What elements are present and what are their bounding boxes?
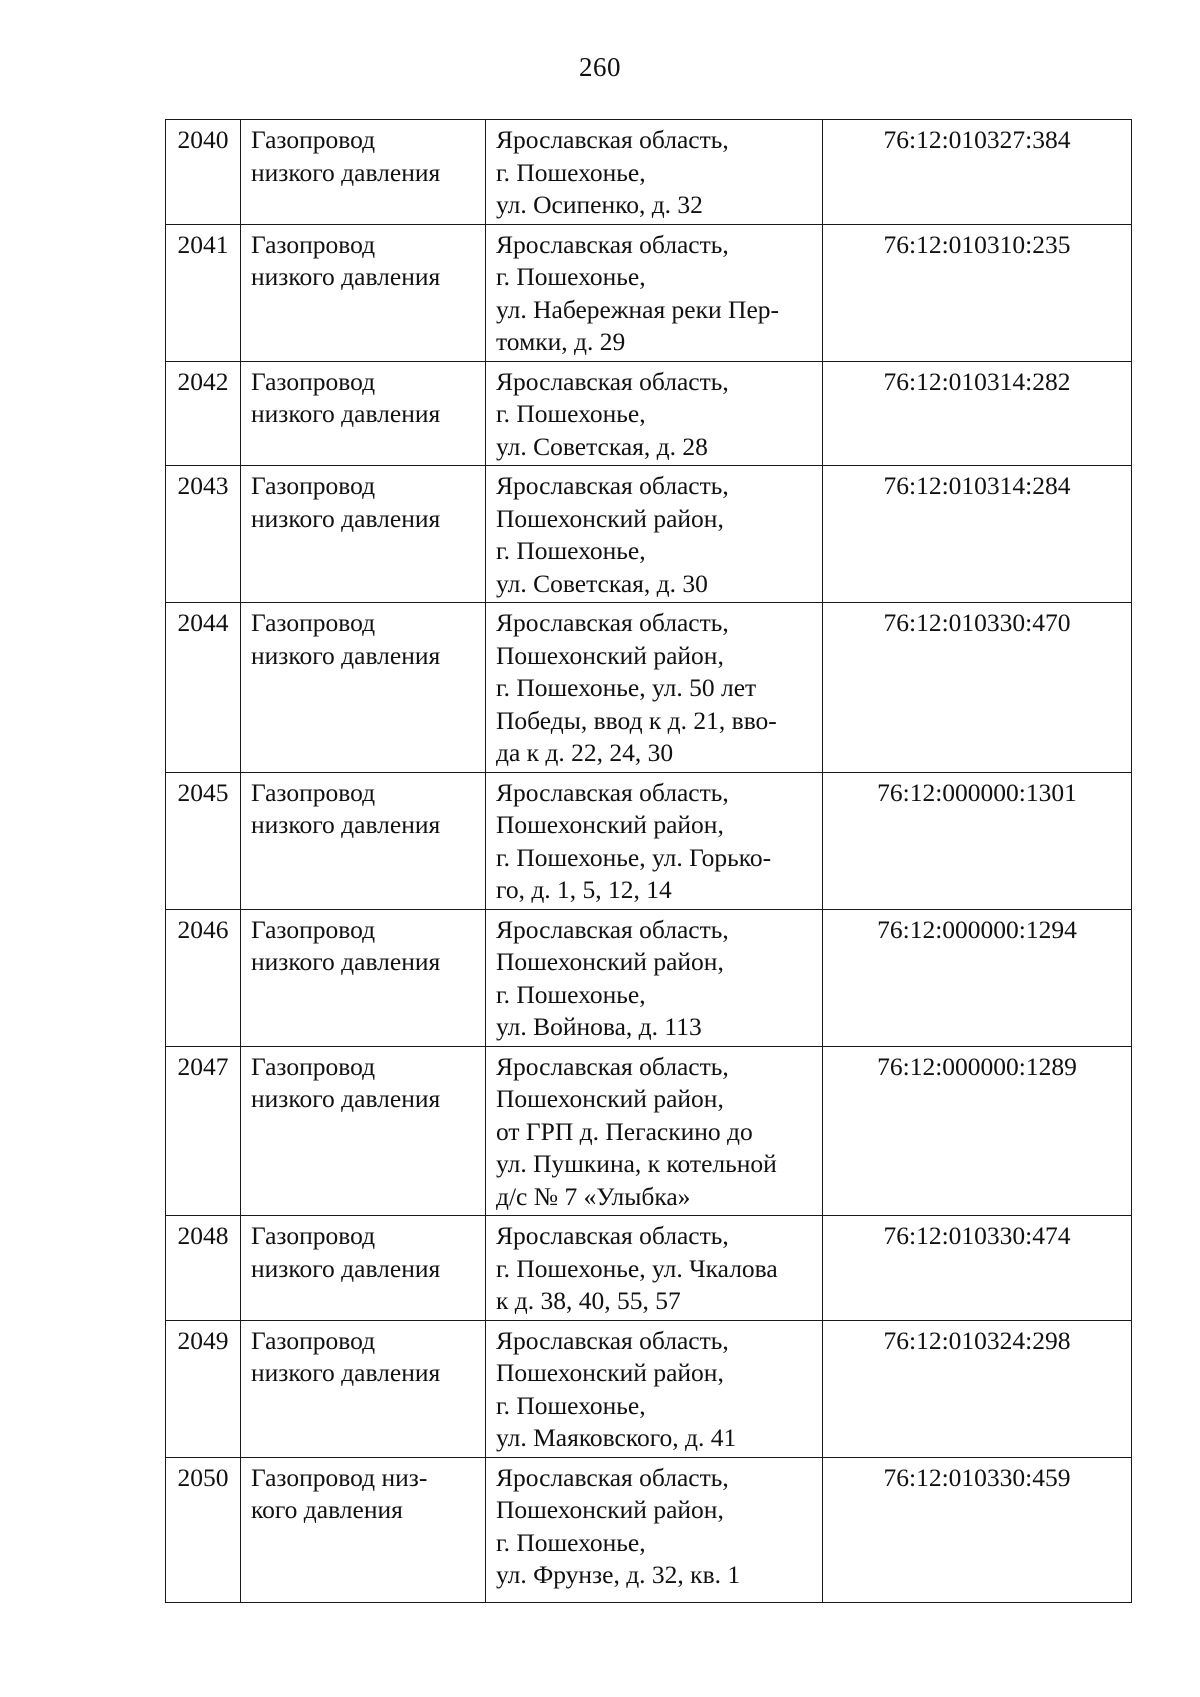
object-name-cell — [241, 1216, 486, 1321]
address-cell — [486, 120, 823, 225]
cadastral-number-cell: 76:12:010327:384 — [823, 120, 1132, 225]
object-name-line: Газопровод — [251, 471, 376, 500]
address-line: Пошехонский район, — [496, 1358, 724, 1387]
address-line: г. Пошехонье, ул. 50 лет — [496, 673, 757, 702]
row-number-cell: 2050 — [166, 1457, 241, 1602]
address-line: г. Пошехонье, — [496, 1390, 646, 1420]
row-number-cell: 2042 — [166, 361, 241, 466]
object-name-line: Газопровод — [251, 125, 376, 154]
table-row — [166, 120, 1132, 225]
object-name-line: низкого давления — [251, 157, 441, 187]
cadastral-number-cell: 76:12:010324:298 — [823, 1320, 1132, 1457]
address-line: г. Пошехонье, ул. Чкалова — [496, 1253, 778, 1283]
address-line: ул. Маяковского, д. 41 — [496, 1423, 737, 1452]
object-name-cell — [241, 120, 486, 225]
address-line: Пошехонский район, — [496, 640, 724, 670]
table-row — [166, 1457, 1132, 1602]
object-name-cell — [241, 1320, 486, 1457]
address-line: г. Пошехонье, — [496, 157, 646, 187]
object-name-cell — [241, 224, 486, 361]
address-line: Ярославская область, — [496, 1462, 729, 1492]
cadastral-number-cell: 76:12:010330:459 — [823, 1457, 1132, 1602]
object-name-line: Газопровод — [251, 1051, 376, 1081]
object-name-cell — [241, 1046, 486, 1216]
registry-table-body — [166, 120, 1132, 1603]
address-cell — [486, 466, 823, 603]
table-row — [166, 1320, 1132, 1457]
address-line: Ярославская область, — [496, 471, 729, 500]
address-line: Ярославская область, — [496, 1221, 729, 1250]
address-cell — [486, 1320, 823, 1457]
address-line: томки, д. 29 — [496, 327, 626, 356]
address-line: да к д. 22, 24, 30 — [496, 738, 674, 767]
address-line: Ярославская область, — [496, 608, 729, 637]
row-number-cell: 2043 — [166, 466, 241, 603]
row-number-cell: 2041 — [166, 224, 241, 361]
address-line: Пошехонский район, — [496, 1084, 724, 1113]
object-name-cell — [241, 772, 486, 909]
object-name-cell — [241, 909, 486, 1046]
address-cell — [486, 909, 823, 1046]
address-line: го, д. 1, 5, 12, 14 — [496, 875, 672, 904]
cadastral-number-cell: 76:12:000000:1301 — [823, 772, 1132, 909]
address-line: г. Пошехонье, — [496, 536, 646, 565]
object-name-line: Газопровод — [251, 608, 376, 637]
object-name-cell — [241, 1457, 486, 1602]
object-name-line: Газопровод — [251, 366, 376, 396]
table-row — [166, 361, 1132, 466]
address-line: Победы, ввод к д. 21, вво- — [496, 705, 777, 735]
address-line: Ярославская область, — [496, 366, 729, 396]
address-line: г. Пошехонье, — [496, 262, 646, 291]
row-number-cell: 2040 — [166, 120, 241, 225]
row-number-cell: 2044 — [166, 603, 241, 773]
cadastral-number-cell: 76:12:010330:474 — [823, 1216, 1132, 1321]
address-cell — [486, 1216, 823, 1321]
registry-table — [165, 119, 1132, 1603]
object-name-cell — [241, 603, 486, 773]
object-name-line: Газопровод — [251, 777, 376, 807]
object-name-line: низкого давления — [251, 399, 441, 428]
table-row — [166, 1046, 1132, 1216]
address-cell — [486, 772, 823, 909]
row-number-cell: 2049 — [166, 1320, 241, 1457]
object-name-cell — [241, 466, 486, 603]
page-number: 260 — [579, 52, 621, 82]
address-line: г. Пошехонье, — [496, 1527, 646, 1557]
address-line: Пошехонский район, — [496, 1495, 724, 1524]
address-line: д/с № 7 «Улыбка» — [496, 1181, 691, 1211]
address-line: г. Пошехонье, — [496, 399, 646, 428]
address-line: ул. Набережная реки Пер- — [496, 294, 780, 324]
object-name-line: низкого давления — [251, 262, 441, 291]
object-name-line: Газопровод — [251, 914, 376, 944]
address-line: от ГРП д. Пегаскино до — [496, 1116, 753, 1146]
table-row — [166, 224, 1132, 361]
table-row — [166, 772, 1132, 909]
object-name-cell — [241, 361, 486, 466]
object-name-line: низкого давления — [251, 640, 441, 670]
object-name-line: кого давления — [251, 1495, 403, 1524]
object-name-line: Газопровод — [251, 1325, 376, 1355]
object-name-line: низкого давления — [251, 810, 441, 839]
address-line: Пошехонский район, — [496, 810, 724, 839]
table-row — [166, 603, 1132, 773]
address-cell — [486, 1457, 823, 1602]
table-row — [166, 466, 1132, 603]
address-line: ул. Фрунзе, д. 32, кв. 1 — [496, 1560, 741, 1589]
address-line: Ярославская область, — [496, 125, 729, 154]
address-line: ул. Пушкина, к котельной — [496, 1149, 777, 1178]
row-number-cell: 2047 — [166, 1046, 241, 1216]
address-line: Ярославская область, — [496, 914, 729, 944]
address-line: Пошехонский район, — [496, 947, 724, 976]
object-name-line: низкого давления — [251, 1253, 441, 1283]
object-name-line: Газопровод — [251, 1221, 376, 1250]
address-cell — [486, 361, 823, 466]
row-number-cell: 2048 — [166, 1216, 241, 1321]
address-line: г. Пошехонье, — [496, 979, 646, 1009]
table-row — [166, 1216, 1132, 1321]
object-name-line: низкого давления — [251, 503, 441, 533]
object-name-line: низкого давления — [251, 1358, 441, 1387]
cadastral-number-cell: 76:12:010310:235 — [823, 224, 1132, 361]
cadastral-number-cell: 76:12:010330:470 — [823, 603, 1132, 773]
address-line: ул. Осипенко, д. 32 — [496, 190, 703, 219]
address-line: Ярославская область, — [496, 229, 729, 259]
address-cell — [486, 1046, 823, 1216]
address-line: Ярославская область, — [496, 777, 729, 807]
address-line: ул. Войнова, д. 113 — [496, 1012, 702, 1041]
row-number-cell: 2045 — [166, 772, 241, 909]
cadastral-number-cell: 76:12:010314:284 — [823, 466, 1132, 603]
cadastral-number-cell: 76:12:000000:1289 — [823, 1046, 1132, 1216]
address-line: ул. Советская, д. 30 — [496, 568, 708, 598]
address-cell — [486, 224, 823, 361]
address-line: г. Пошехонье, ул. Горько- — [496, 842, 772, 872]
object-name-line: низкого давления — [251, 1084, 441, 1113]
address-cell — [486, 603, 823, 773]
cadastral-number-cell: 76:12:010314:282 — [823, 361, 1132, 466]
object-name-line: низкого давления — [251, 947, 441, 976]
address-line: ул. Советская, д. 28 — [496, 431, 708, 461]
address-line: Пошехонский район, — [496, 503, 724, 533]
table-row — [166, 909, 1132, 1046]
row-number-cell: 2046 — [166, 909, 241, 1046]
object-name-line: Газопровод — [251, 229, 376, 259]
address-line: к д. 38, 40, 55, 57 — [496, 1286, 681, 1315]
cadastral-number-cell: 76:12:000000:1294 — [823, 909, 1132, 1046]
object-name-line: Газопровод низ- — [251, 1462, 428, 1492]
address-line: Ярославская область, — [496, 1051, 729, 1081]
address-line: Ярославская область, — [496, 1325, 729, 1355]
